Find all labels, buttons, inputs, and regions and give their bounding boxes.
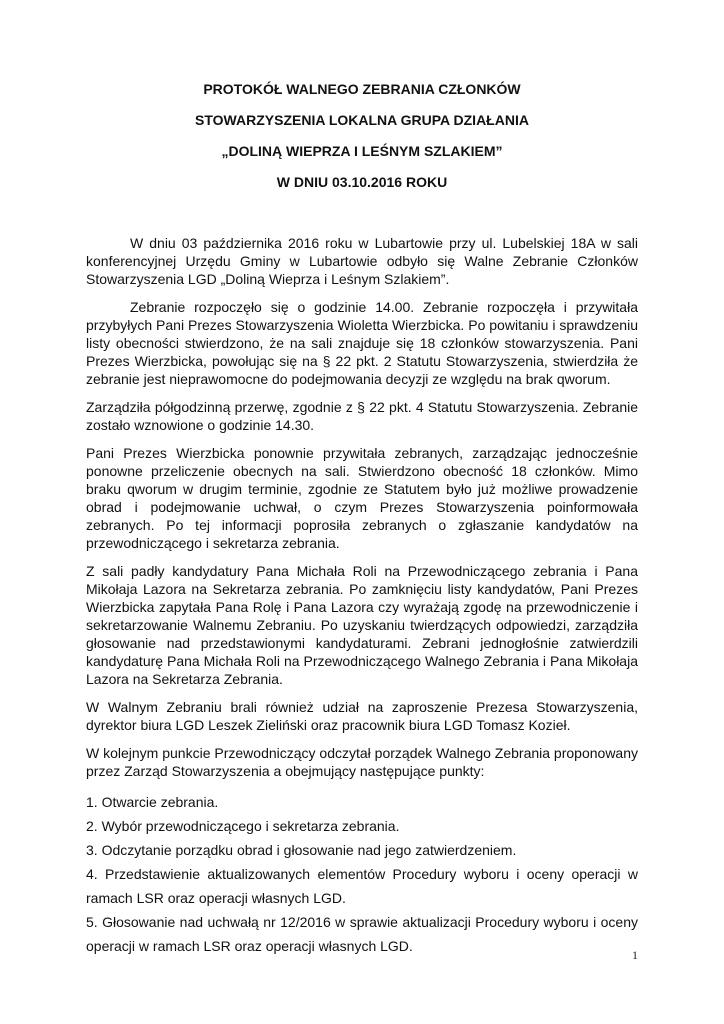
agenda-item: 3. Odczytanie porządku obrad i głosowanie nad jego zatwierdzeniem.: [86, 842, 517, 858]
title-line-3: „DOLINĄ WIEPRZA I LEŚNYM SZLAKIEM”: [221, 143, 503, 159]
title-line-2: STOWARZYSZENIA LOKALNA GRUPA DZIAŁANIA: [195, 112, 529, 128]
paragraph-break: Zarządziła półgodzinną przerwę, zgodnie z § 22 pkt. 4 Statutu Stowarzyszenia. Zebranie zostało wznowione o godzinie 14.30.: [86, 399, 638, 433]
page-number: 1: [632, 948, 638, 962]
agenda-item: 5. Głosowanie nad uchwałą nr 12/2016 w sprawie aktualizacji Procedury wyboru i oceny operacji w ramach LSR oraz operacji własnych LGD.: [86, 914, 638, 954]
paragraph-candidates: Z sali padły kandydatury Pana Michała Roli na Przewodniczącego zebrania i Pana Mikołaja Lazora na Sekretarza zebrania. Po zamknięciu listy kandydatów, Pani Prezes Wierzbicka zapytała Pana Rolę i Pana Lazora czy wyrażają zgodę na przewodniczenie i sekretarzowanie Walnemu Zebraniu. Po uzyskaniu twierdzących odpowiedzi, zarządziła głosowanie nad przedstawionymi kandydaturami. Zebrani jednogłośnie zatwierdzili kandydaturę Pana Michała Roli na Przewodniczącego Walnego Zebrania i Pana Mikołaja Lazora na Sekretarza Zebrania.: [86, 563, 638, 687]
paragraph-opening: W dniu 03 października 2016 roku w Lubartowie przy ul. Lubelskiej 18A w sali konferencyjnej Urzędu Gminy w Lubartowie odbyło się Walne Zebranie Członków Stowarzyszenia LGD „Doliną Wieprza i Leśnym Szlakiem”.: [86, 235, 638, 287]
document-body: [86, 234, 638, 958]
paragraph-meeting-start: Zebranie rozpoczęło się o godzinie 14.00. Zebranie rozpoczęła i przywitała przybyłych Pani Prezes Stowarzyszenia Wioletta Wierzbicka. Po powitaniu i sprawdzeniu listy obecności stwierdzono, że na sali znajduje się 18 członków stowarzyszenia. Pani Prezes Wierzbicka, powołując się na § 22 pkt. 2 Statutu Stowarzyszenia, stwierdziła że zebranie jest nieprawomocne do podejmowania decyzji ze względu na brak qworum.: [86, 299, 638, 387]
title-line-4: W DNIU 03.10.2016 ROKU: [276, 174, 448, 190]
agenda-item: 4. Przedstawienie aktualizowanych elementów Procedury wyboru i oceny operacji w ramach LSR oraz operacji własnych LGD.: [86, 866, 638, 906]
agenda-list: [86, 790, 638, 958]
agenda-item: 1. Otwarcie zebrania.: [86, 794, 219, 810]
paragraph-resumption: Pani Prezes Wierzbicka ponownie przywitała zebranych, zarządzając jednocześnie ponowne przeliczenie obecnych na sali. Stwierdzono obecność 18 członków. Mimo braku qworum w drugim terminie, zgodnie ze Statutem było już możliwe prowadzenie obrad i podejmowanie uchwał, o czym Prezes Stowarzyszenia poinformowała zebranych. Po tej informacji poprosiła zebranych o zgłaszanie kandydatów na przewodniczącego i sekretarza zebrania.: [86, 445, 638, 551]
paragraph-guests: W Walnym Zebraniu brali również udział na zaproszenie Prezesa Stowarzyszenia, dyrektor biura LGD Leszek Zieliński oraz pracownik biura LGD Tomasz Kozieł.: [86, 699, 638, 733]
paragraph-agenda-intro: W kolejnym punkcie Przewodniczący odczytał porządek Walnego Zebrania proponowany przez Zarząd Stowarzyszenia a obejmujący następujące punkty:: [86, 745, 638, 779]
title-line-1: PROTOKÓŁ WALNEGO ZEBRANIA CZŁONKÓW: [203, 81, 521, 97]
agenda-item: 2. Wybór przewodniczącego i sekretarza zebrania.: [86, 818, 400, 834]
document-title-block: [86, 80, 638, 204]
